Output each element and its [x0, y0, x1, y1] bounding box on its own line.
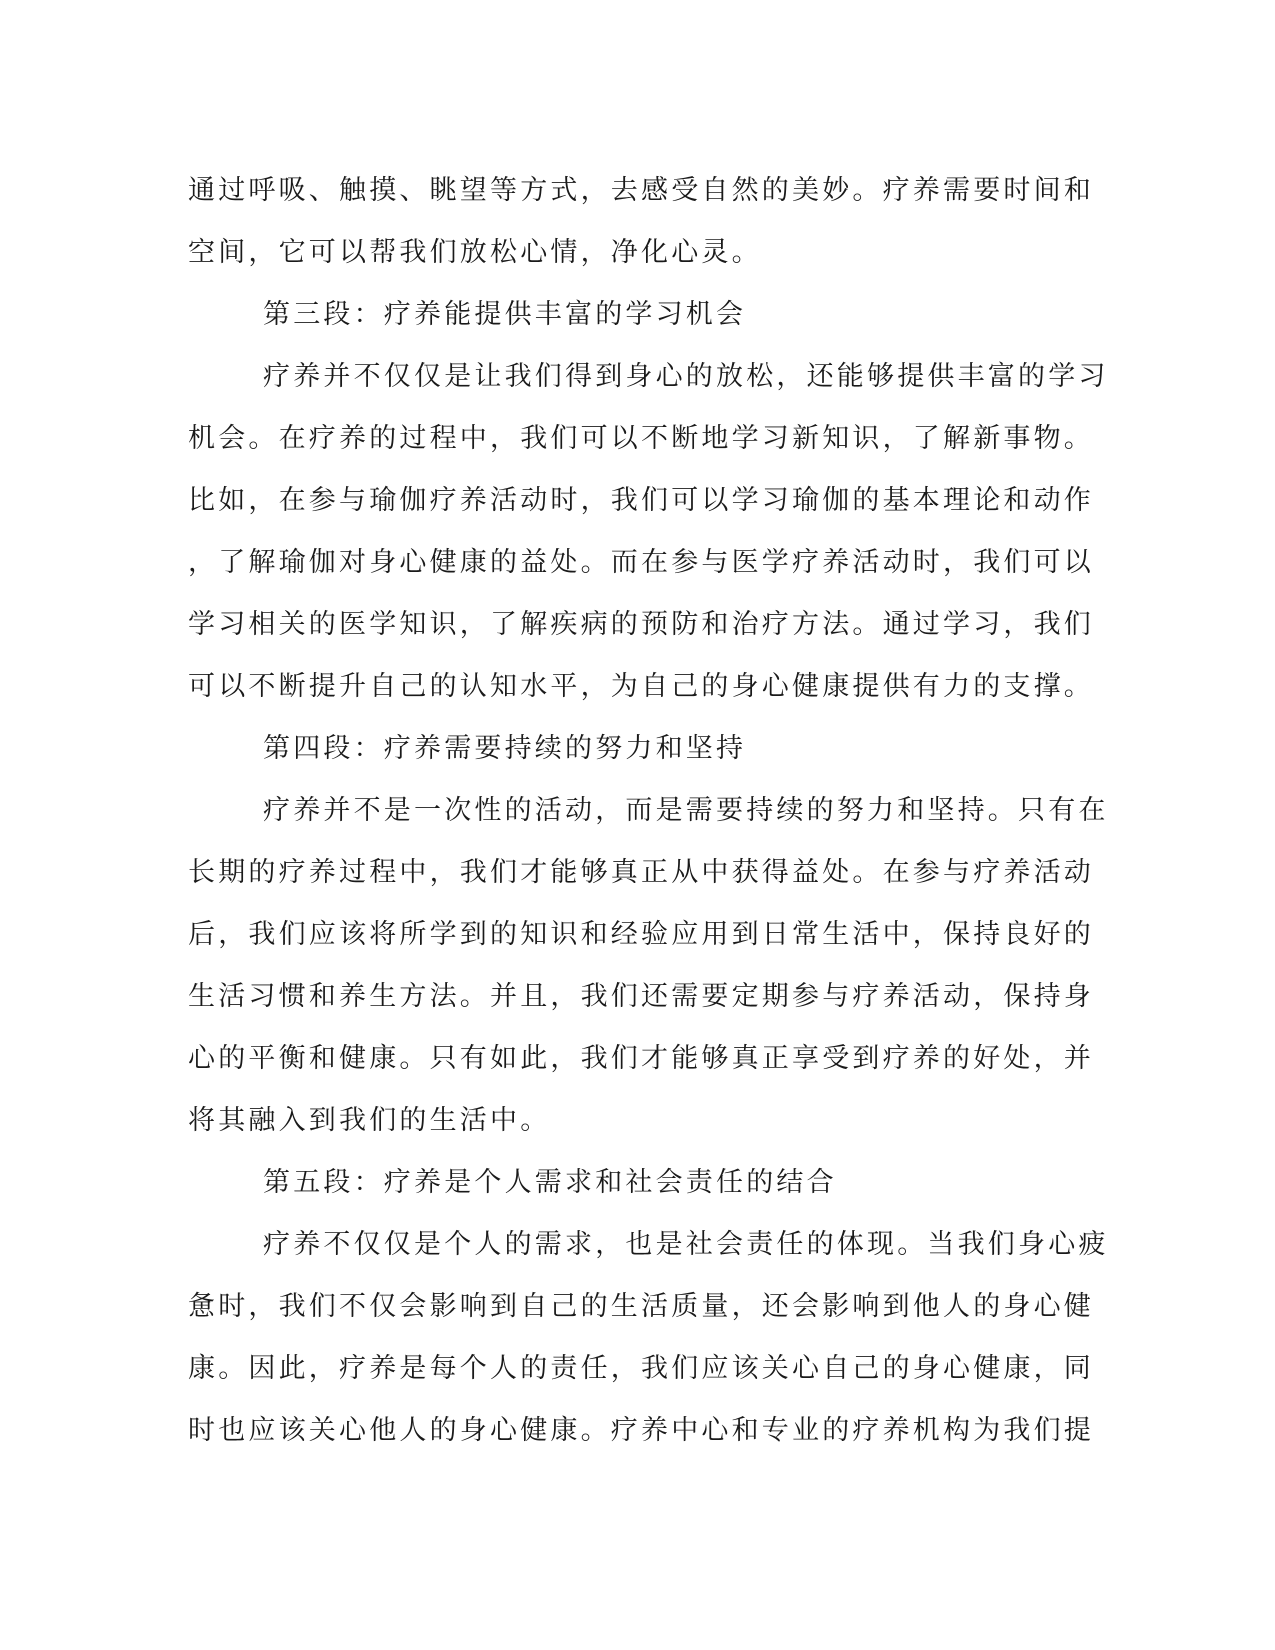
text-line: 将其融入到我们的生活中。: [188, 1105, 551, 1136]
text-line: 后，我们应该将所学到的知识和经验应用到日常生活中，保持良好的: [188, 919, 1094, 950]
text-line: 学习相关的医学知识，了解疾病的预防和治疗方法。通过学习，我们: [188, 609, 1094, 640]
paragraph-start: 疗养并不仅仅是让我们得到身心的放松，还能够提供丰富的学习: [263, 361, 1109, 392]
paragraph-start: 疗养不仅仅是个人的需求，也是社会责任的体现。当我们身心疲: [263, 1229, 1109, 1260]
paragraph-start: 疗养并不是一次性的活动，而是需要持续的努力和坚持。只有在: [263, 795, 1109, 826]
section-heading: 第五段：疗养是个人需求和社会责任的结合: [263, 1167, 837, 1198]
text-line: 通过呼吸、触摸、眺望等方式，去感受自然的美妙。疗养需要时间和: [188, 175, 1094, 206]
text-line: 机会。在疗养的过程中，我们可以不断地学习新知识，了解新事物。: [188, 423, 1094, 454]
text-line: 心的平衡和健康。只有如此，我们才能够真正享受到疗养的好处，并: [188, 1043, 1094, 1074]
text-line: 比如，在参与瑜伽疗养活动时，我们可以学习瑜伽的基本理论和动作: [188, 485, 1094, 516]
text-line: 可以不断提升自己的认知水平，为自己的身心健康提供有力的支撑。: [188, 671, 1094, 702]
text-line: ，了解瑜伽对身心健康的益处。而在参与医学疗养活动时，我们可以: [188, 547, 1094, 578]
section-heading: 第三段：疗养能提供丰富的学习机会: [263, 299, 747, 330]
text-line: 空间，它可以帮我们放松心情，净化心灵。: [188, 237, 762, 268]
text-line: 生活习惯和养生方法。并且，我们还需要定期参与疗养活动，保持身: [188, 981, 1094, 1012]
text-line: 长期的疗养过程中，我们才能够真正从中获得益处。在参与疗养活动: [188, 857, 1094, 888]
text-line: 惫时，我们不仅会影响到自己的生活质量，还会影响到他人的身心健: [188, 1291, 1094, 1322]
text-line: 时也应该关心他人的身心健康。疗养中心和专业的疗养机构为我们提: [188, 1415, 1094, 1446]
text-line: 康。因此，疗养是每个人的责任，我们应该关心自己的身心健康，同: [188, 1353, 1094, 1384]
document-body: [188, 160, 1109, 1462]
section-heading: 第四段：疗养需要持续的努力和坚持: [263, 733, 747, 764]
